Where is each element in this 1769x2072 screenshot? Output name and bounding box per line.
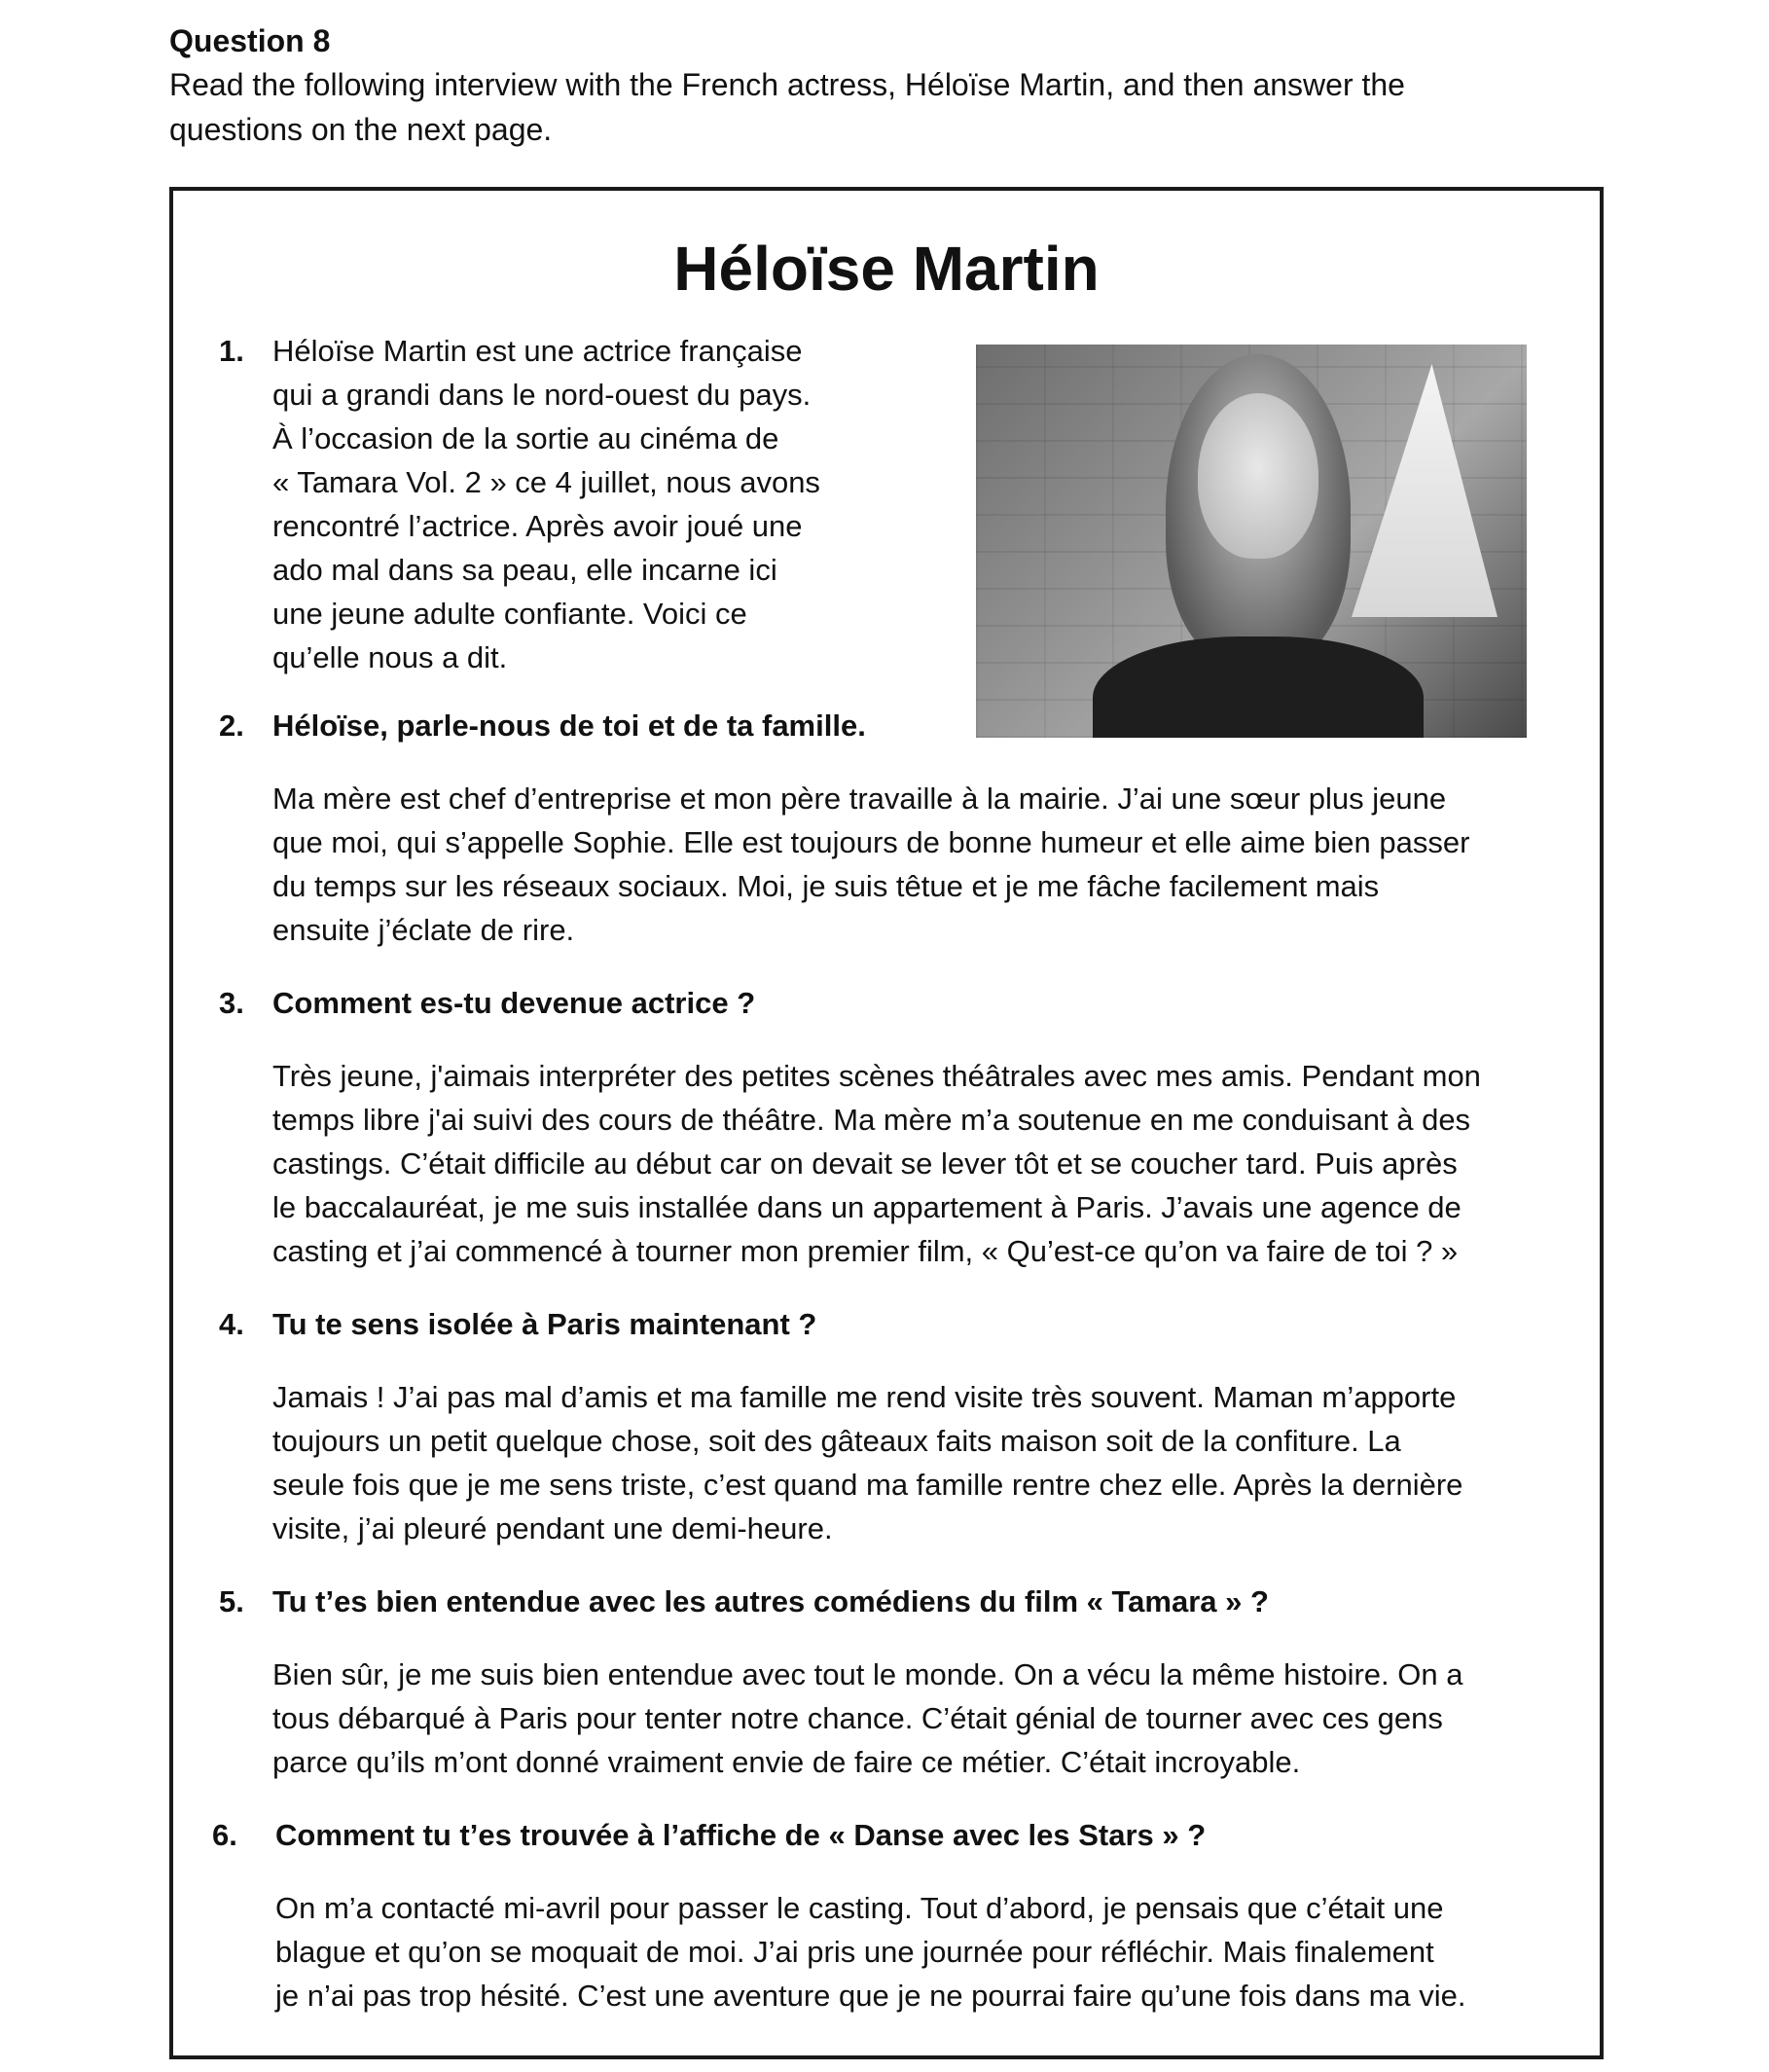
item-question: Comment tu t’es trouvée à l’affiche de « Danse avec les Stars » ? <box>275 1818 1207 1852</box>
question-header <box>169 19 1609 152</box>
paragraph-line: ensuite j’éclate de rire. <box>272 913 575 947</box>
paragraph-line: ado mal dans sa peau, elle incarne ici <box>272 553 777 587</box>
intro-line: questions on the next page. <box>169 112 553 147</box>
paragraph-line: Jamais ! J’ai pas mal d’amis et ma famille me rend visite très souvent. Maman m’apporte <box>272 1380 1457 1414</box>
item-question: Héloïse, parle-nous de toi et de ta famille. <box>272 709 866 743</box>
paragraph-line: toujours un petit quelque chose, soit des gâteaux faits maison soit de la confiture. La <box>272 1424 1401 1458</box>
item-question: Tu te sens isolée à Paris maintenant ? <box>272 1307 817 1341</box>
item-number: 1. <box>219 334 244 368</box>
paragraph-line: Très jeune, j'aimais interpréter des petites scènes théâtrales avec mes amis. Pendant mon <box>272 1059 1481 1093</box>
item-paragraph <box>272 329 820 679</box>
item-number: 4. <box>219 1307 244 1341</box>
paragraph-line: je n’ai pas trop hésité. C’est une aventure que je ne pourrai faire qu’une fois dans ma vie. <box>275 1979 1466 2013</box>
paragraph-line: On m’a contacté mi-avril pour passer le casting. Tout d’abord, je pensais que c’était une <box>275 1891 1444 1925</box>
item-number: 3. <box>219 986 244 1020</box>
paragraph-line: Bien sûr, je me suis bien entendue avec tout le monde. On a vécu la même histoire. On a <box>272 1657 1463 1691</box>
paragraph-line: parce qu’ils m’ont donné vraiment envie de faire ce métier. C’était incroyable. <box>272 1745 1301 1779</box>
paragraph-line: casting et j’ai commencé à tourner mon premier film, « Qu’est-ce qu’on va faire de toi ? » <box>272 1234 1459 1268</box>
item-paragraph <box>275 1886 1466 2017</box>
paragraph-line: seule fois que je me sens triste, c’est quand ma famille rentre chez elle. Après la dernière <box>272 1468 1463 1502</box>
paragraph-line: castings. C’était difficile au début car on devait se lever tôt et se coucher tard. Puis après <box>272 1146 1458 1181</box>
paragraph-line: À l’occasion de la sortie au cinéma de <box>272 421 779 455</box>
item-paragraph <box>272 1375 1462 1550</box>
paragraph-line: que moi, qui s’appelle Sophie. Elle est toujours de bonne humeur et elle aime bien passer <box>272 825 1470 859</box>
paragraph-line: du temps sur les réseaux sociaux. Moi, je suis têtue et je me fâche facilement mais <box>272 869 1380 903</box>
item-paragraph <box>272 1054 1481 1273</box>
intro-line: Read the following interview with the French actress, Héloïse Martin, and then answer the <box>169 67 1405 102</box>
item-question: Comment es-tu devenue actrice ? <box>272 986 756 1020</box>
paragraph-line: blague et qu’on se moquait de moi. J’ai pris une journée pour réfléchir. Mais finalement <box>275 1935 1434 1969</box>
paragraph-line: « Tamara Vol. 2 » ce 4 juillet, nous avons <box>272 465 820 499</box>
portrait-photo <box>976 345 1527 738</box>
paragraph-line: tous débarqué à Paris pour tenter notre chance. C’était génial de tourner avec ces gens <box>272 1701 1443 1735</box>
paragraph-line: temps libre j'ai suivi des cours de théâtre. Ma mère m’a soutenue en me conduisant à des <box>272 1103 1471 1137</box>
item-number: 5. <box>219 1584 244 1618</box>
item-number: 6. <box>212 1818 237 1852</box>
paragraph-line: une jeune adulte confiante. Voici ce <box>272 597 747 631</box>
question-intro <box>169 62 1609 152</box>
question-title: Question 8 <box>169 23 331 58</box>
paragraph-line: le baccalauréat, je me suis installée dans un appartement à Paris. J’avais une agence de <box>272 1190 1462 1224</box>
paragraph-line: rencontré l’actrice. Après avoir joué une <box>272 509 803 543</box>
paragraph-line: visite, j’ai pleuré pendant une demi-heure. <box>272 1511 833 1545</box>
article-title: Héloïse Martin <box>673 234 1100 304</box>
item-number: 2. <box>219 709 244 743</box>
item-paragraph <box>272 777 1469 952</box>
paragraph-line: qui a grandi dans le nord-ouest du pays. <box>272 378 812 412</box>
paragraph-line: Ma mère est chef d’entreprise et mon père travaille à la mairie. J’ai une sœur plus jeune <box>272 782 1447 816</box>
paragraph-line: Héloïse Martin est une actrice française <box>272 334 803 368</box>
paragraph-line: qu’elle nous a dit. <box>272 640 508 674</box>
item-paragraph <box>272 1653 1462 1784</box>
article-frame <box>169 187 1604 2059</box>
item-question: Tu t’es bien entendue avec les autres comédiens du film « Tamara » ? <box>272 1584 1269 1618</box>
